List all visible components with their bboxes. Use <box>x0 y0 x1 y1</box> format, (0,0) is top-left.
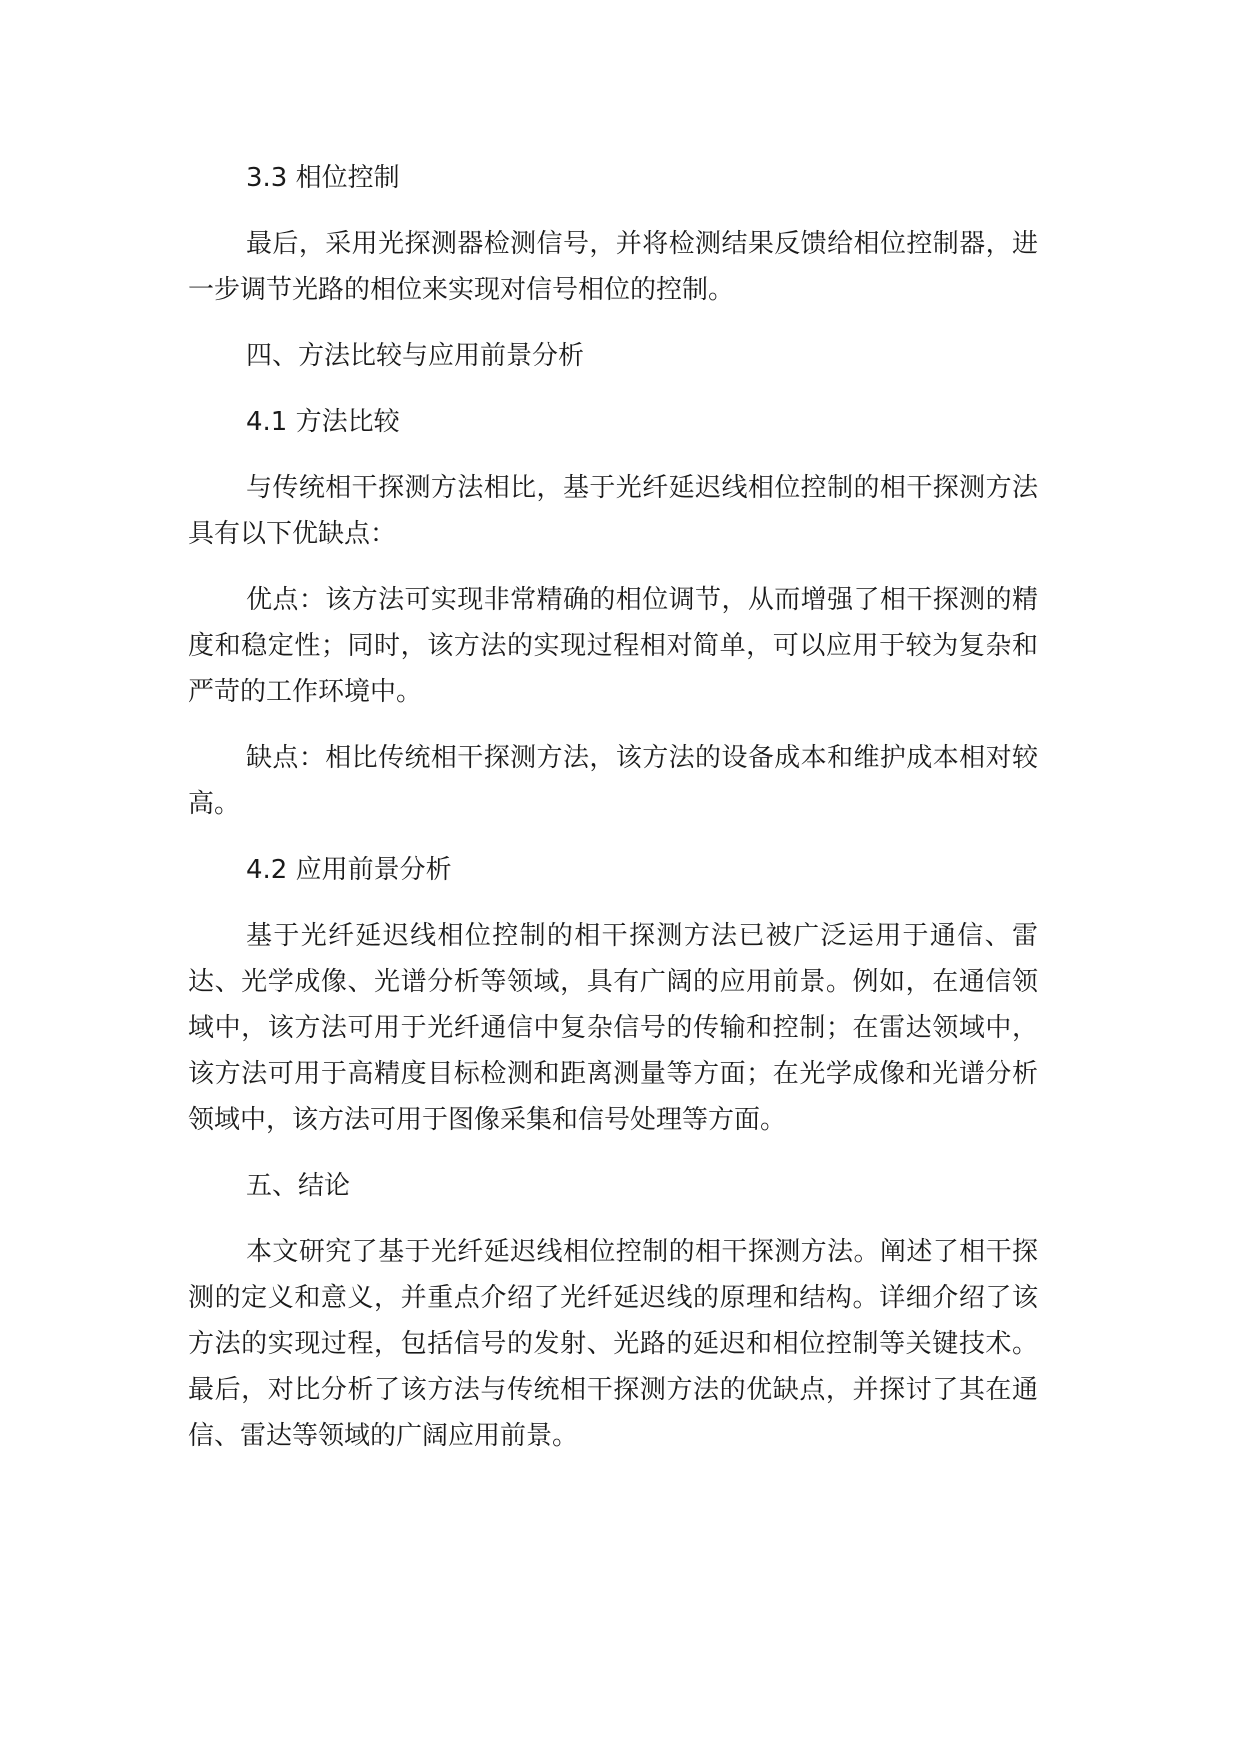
paragraph-conclusion: 本文研究了基于光纤延迟线相位控制的相干探测方法。阐述了相干探测的定义和意义，并重点介绍了光纤延迟线的原理和结构。详细介绍了该方法的实现过程，包括信号的发射、光路的延迟和相位控制等关键技术。最后，对比分析了该方法与传统相干探测方法的优缺点，并探讨了其在通信、雷达等领域的广阔应用前景。 <box>188 1237 1038 1451</box>
section-heading-4-2: 4.2 应用前景分析 <box>246 855 452 885</box>
paragraph-comparison-intro: 与传统相干探测方法相比，基于光纤延迟线相位控制的相干探测方法具有以下优缺点： <box>188 473 1038 549</box>
section-heading-5: 五、结论 <box>246 1171 351 1201</box>
paragraph-advantages: 优点：该方法可实现非常精确的相位调节，从而增强了相干探测的精度和稳定性；同时，该方法的实现过程相对简单，可以应用于较为复杂和严苛的工作环境中。 <box>188 585 1038 707</box>
section-heading-4-1: 4.1 方法比较 <box>246 407 400 437</box>
section-heading-4: 四、方法比较与应用前景分析 <box>246 341 585 371</box>
paragraph-phase-control: 最后，采用光探测器检测信号，并将检测结果反馈给相位控制器，进一步调节光路的相位来实现对信号相位的控制。 <box>188 229 1038 305</box>
paragraph-disadvantages: 缺点：相比传统相干探测方法，该方法的设备成本和维护成本相对较高。 <box>188 743 1038 819</box>
paragraph-application-prospects: 基于光纤延迟线相位控制的相干探测方法已被广泛运用于通信、雷达、光学成像、光谱分析等领域，具有广阔的应用前景。例如，在通信领域中，该方法可用于光纤通信中复杂信号的传输和控制；在雷达领域中，该方法可用于高精度目标检测和距离测量等方面；在光学成像和光谱分析领域中，该方法可用于图像采集和信号处理等方面。 <box>188 921 1038 1135</box>
document-body <box>188 155 1038 1479</box>
section-heading-3-3: 3.3 相位控制 <box>246 163 400 193</box>
